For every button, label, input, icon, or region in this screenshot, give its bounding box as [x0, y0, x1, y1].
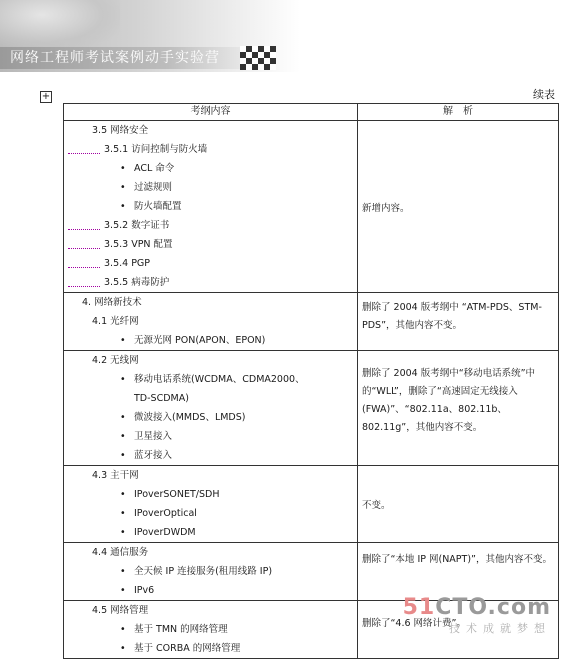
banner-title: 网络工程师考试案例动手实验营: [10, 50, 220, 66]
checker-pattern-icon: [240, 46, 276, 70]
table-row: [64, 466, 559, 543]
content-cell: [64, 121, 358, 293]
analysis-cell: [358, 121, 559, 293]
analysis-text: 新增内容。: [362, 202, 410, 214]
list-item: • IPv6: [64, 581, 357, 600]
content-cell: [64, 293, 358, 351]
watermark-logo-text: 51CTO.com: [402, 595, 551, 620]
section-title: 4. 网络新技术: [82, 297, 142, 308]
subsection-title: 4.5 网络管理: [92, 605, 149, 616]
table-move-handle-icon[interactable]: +: [41, 91, 51, 102]
list-item: • 基于 CORBA 的网络管理: [64, 639, 357, 658]
analysis-text: 不变。: [362, 500, 391, 511]
subsection-title: 3.5.5 病毒防护: [64, 273, 357, 292]
header-banner: [0, 0, 563, 80]
table-header-row: [64, 104, 559, 121]
subsection-title: 3.5.2 数字证书: [64, 216, 357, 235]
subsection-title: 4.4 通信服务: [92, 547, 149, 558]
list-item: • IPoverSONET/SDH: [64, 485, 357, 504]
list-item: • 全天候 IP 连接服务(租用线路 IP): [64, 562, 357, 581]
banner-swirl-graphic: [0, 0, 120, 50]
list-item: • 防火墙配置: [64, 197, 357, 216]
table-row: [64, 351, 559, 466]
analysis-text: 删除了“4.6 网络计费”。: [362, 618, 466, 629]
list-item: • 微波接入(MMDS、LMDS): [64, 408, 357, 427]
analysis-text: 删除了“本地 IP 网(NAPT)”，其他内容不变。: [362, 554, 552, 565]
analysis-cell: [358, 543, 559, 601]
list-item: • IPoverDWDM: [64, 523, 357, 542]
analysis-cell: [358, 466, 559, 543]
list-item: • 卫星接入: [64, 427, 357, 446]
list-item: • 移动电话系统(WCDMA、CDMA2000、: [64, 370, 357, 389]
analysis-text: 删除了 2004 版考纲中 “ATM-PDS、STM-PDS”，其他内容不变。: [362, 302, 542, 331]
subsection-title: 3.5.4 PGP: [64, 254, 357, 273]
section-title: 3.5 网络安全: [92, 125, 149, 136]
subsection-title: 4.1 光纤网: [92, 316, 139, 327]
analysis-text: 删除了 2004 版考纲中“移动电话系统”中的“WLL”，删除了“高速固定无线接入(FWA)”、“802.11a、802.11b、802.11g”，其他内容不变。: [362, 368, 536, 433]
subsection-title: 4.3 主干网: [92, 470, 139, 481]
watermark-logo: [403, 595, 551, 636]
table-row: [64, 293, 559, 351]
list-item-continued: TD-SCDMA): [134, 393, 189, 404]
analysis-cell: [358, 293, 559, 351]
subsection-title: 3.5.3 VPN 配置: [64, 235, 357, 254]
table-row: [64, 543, 559, 601]
continued-label: 续表: [533, 88, 555, 101]
list-item: • IPoverOptical: [64, 504, 357, 523]
table-row: [64, 121, 559, 293]
list-item: • 过滤规则: [64, 178, 357, 197]
watermark-slogan: 技术成就梦想: [449, 622, 551, 635]
content-cell: [64, 351, 358, 466]
list-item: • 基于 TMN 的网络管理: [64, 620, 357, 639]
list-item: • ACL 命令: [64, 159, 357, 178]
subsection-title: 3.5.1 访问控制与防火墙: [64, 140, 357, 159]
content-cell: [64, 543, 358, 601]
list-item: • 蓝牙接入: [64, 446, 357, 465]
syllabus-table: [63, 103, 559, 659]
col-header-content: 考纲内容: [64, 104, 358, 121]
subsection-title: 4.2 无线网: [92, 355, 139, 366]
content-cell: [64, 466, 358, 543]
analysis-cell: [358, 351, 559, 466]
list-item: • 无源光网 PON(APON、EPON): [64, 331, 357, 350]
col-header-analysis: 解 析: [358, 104, 559, 121]
